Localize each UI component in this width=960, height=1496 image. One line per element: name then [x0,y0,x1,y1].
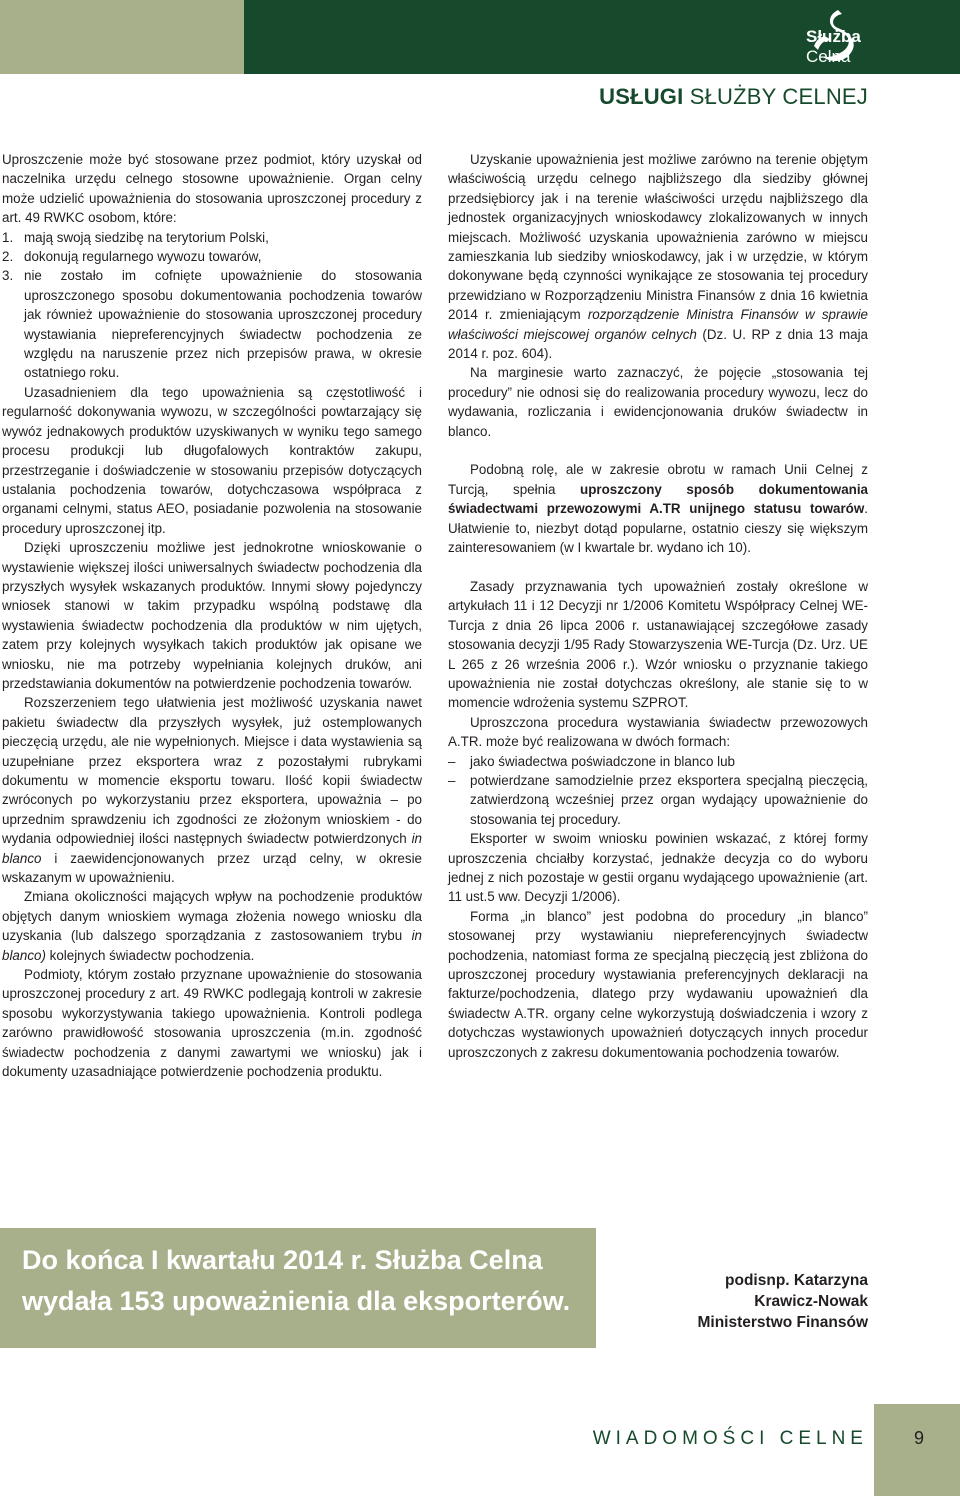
header-bar-light [0,0,244,74]
right-paragraph-6: Eksporter w swoim wniosku powinien wskazać, z której formy uproszczenia chciałby korzystać, jednakże decyzja co do wyboru jednej z nich pozostaje w gestii organu wydającego upoważnienie (art. 11 ust.5 ww. Decyzji 1/2006). [448,831,868,905]
paragraph-gap [448,441,868,460]
right-paragraph-3-text: . Ułatwienie to, niezbyt dotąd popularne, ostatnio cieszy się większym zainteresowaniem (w I kwartale br. wydano ich 10). [448,501,868,556]
right-column [448,150,868,1062]
left-paragraph-5 [2,887,422,965]
left-paragraph-5-text: kolejnych świadectw pochodzenia. [45,947,255,963]
page-number-box [874,1404,960,1496]
pull-quote-line2: wydała 153 upoważnienia dla eksporterów. [22,1286,571,1316]
list-item [2,266,422,382]
right-paragraph-1-text: Uzyskanie upoważnienia jest możliwe zarówno na terenie objętym właściwością urzędu celnego najbliższego dla siedziby głównej przedsiębiorcy jak i na terenie właściwości urzędu najbliższego dla jednostek organizacyjnych wnioskodawcy zlokalizowanych w innych miejscach. Możliwość uzyskania upoważnienia zarówno w miejscu zamieszkania lub siedziby wnioskodawcy, jak i w urzędzie, w którym dokonywane będą czynności wynikające ze stosowania tej procedury przewidziano w Rozporządzeniu Ministra Finansów z dnia 16 kwietnia 2014 r. zmieniającym [448,152,868,323]
pull-quote [22,1240,602,1322]
list-number: 1. [2,229,14,245]
left-paragraph-5-text: Zmiana okoliczności mających wpływ na pochodzenie produktów objętych danym wnioskiem wymaga złożenia nowego wniosku dla uzyskania (lub dalszego sporządzania z zastosowaniem trybu [2,889,422,944]
right-paragraph-1 [448,150,868,363]
left-paragraph-5-italic: in blanco) [2,928,422,963]
dash-list-item [448,752,868,771]
author-block [697,1270,868,1333]
list-text: mają swoją siedzibę na terytorium Polski, [24,229,269,245]
dash-list-item [448,771,868,829]
right-paragraph-7: Forma „in blanco” jest podobna do procedury „in blanco” stosowanej przy wystawianiu niepreferencyjnych świadectw pochodzenia, natomiast forma ze specjalną pieczęcią jest zbliżona do uproszczonej procedury wystawiania preferencyjnych deklaracji na fakturze/pochodzenia, dlatego przy wydawaniu upoważnień dla świadectw A.TR. organy celne wykorzystują doświadczenia i wzory z dotychczas wystawionych upoważnień dotyczących innych procedur uproszczonych z zakresu dokumentowania pochodzenia towarów. [448,908,868,1060]
right-paragraph-1-italic: rozporządzenie Ministra Finansów w sprawie właściwości miejscowej organów celnych [448,307,868,342]
left-paragraph-4 [2,693,422,887]
logo-line1: Służba [806,27,861,46]
page-number: 9 [913,1428,924,1448]
right-paragraph-5: Uproszczona procedura wystawiania świadectw przewozowych A.TR. może być realizowana w dwóch formach: [448,714,868,750]
list-item [2,228,422,247]
left-paragraph-4-italic: in blanco [2,831,422,866]
paragraph-gap [448,558,868,577]
right-paragraph-3 [448,460,868,557]
right-paragraph-4: Zasady przyznawania tych upoważnień zostały określone w artykułach 11 i 12 Decyzji nr 1/2006 Komitetu Współpracy Celnej WE-Turcja z dnia 26 lipca 2006 r. ustanawiającej szczegółowe zasady stosowania decyzji 1/95 Rady Stowarzyszenia WE-Turcja (Dz. Urz. UE L 265 z 26 września 2006 r.). Wzór wniosku o przyznanie takiego upoważnienia nie został dotychczas określony, ale stanie się to w momencie wdrożenia systemu SZPROT. [448,578,868,711]
section-title-rest: SŁUŻBY CELNEJ [683,84,868,109]
list-number: 3. [2,268,14,284]
left-column [2,150,422,1082]
logo-line2: Celna [806,47,851,66]
dash-marker: – [448,753,456,769]
dash-text: potwierdzane samodzielnie przez eksportera specjalną pieczęcią, zatwierdzoną wcześniej przez organ wydający upoważnienie do stosowania tej procedury. [470,772,868,827]
list-text: dokonują regularnego wywozu towarów, [24,249,262,265]
right-paragraph-3-bold: uproszczony sposób dokumentowania świadectwami przewozowymi A.TR unijnego statusu towarów [448,481,868,517]
magazine-name: WIADOMOŚCI CELNE [592,1428,868,1449]
right-paragraph-3-text: Podobną rolę, ale w zakresie obrotu w ramach Unii Celnej z Turcją, spełnia [448,462,868,497]
pull-quote-line1: Do końca I kwartału 2014 r. Służba Celna [22,1245,543,1275]
left-paragraph-4-text: i zaewidencjonowanych przez urząd celny, w okresie wskazanym w upoważnieniu. [2,850,422,886]
left-paragraph-1: Uproszczenie może być stosowane przez podmiot, który uzyskał od naczelnika urzędu celnego stosowne upoważnienie. Organ celny może udzielić upoważnienia do stosowania uproszczonej procedury z art. 49 RWKC osobom, które: [2,152,422,226]
right-paragraph-2: Na marginesie warto zaznaczyć, że pojęcie „stosowania tej procedury” nie odnosi się do realizowania procedury wywozu, lecz do wydawania, rozliczania i ewidencjonowania druków świadectw in blanco. [448,365,868,439]
left-paragraph-2: Uzasadnieniem dla tego upoważnienia są częstotliwość i regularność dokonywania wywozu, w szczególności powtarzający się wywóz jednakowych produktów uzyskiwanych w wyniku tego samego procesu produkcji lub długofalowych kontraktów zakupu, przestrzeganie i doświadczenie w stosowaniu przepisów dotyczących ustalania pochodzenia towarów, dotychczasowa współpraca z organami celnymi, status AEO, posiadanie pozwolenia na stosowanie procedury uproszczonej itp. [2,384,422,536]
dash-marker: – [448,772,456,788]
section-title [599,84,868,110]
author-name-line1: podisnp. Katarzyna [725,1272,868,1289]
list-number: 2. [2,249,14,265]
logo-text [806,27,861,67]
list-text: nie zostało im cofnięte upoważnienie do stosowania uproszczonego sposobu dokumentowania pochodzenia towarów jak również upoważnienie do stosowania uproszczonej procedury wystawiania niepreferencyjnych świadectw pochodzenia ze względu na naruszenie przez nich przepisów prawa, w okresie ostatniego roku. [24,268,422,381]
list-item [2,247,422,266]
author-name-line2: Krawicz-Nowak [754,1293,868,1310]
section-title-bold: USŁUGI [599,84,684,109]
left-paragraph-3: Dzięki uproszczeniu możliwe jest jednokrotne wnioskowanie o wystawienie większej ilości uniwersalnych świadectw pochodzenia dla przyszłych wysyłek wskazanych produktów. Innymi słowy pojedynczy wniosek stanowi w takim przypadku wspólną podstawę dla wystawienia świadectw pochodzenia dla produktów w nim ujętych, zatem przy kolejnych wysyłkach takich produktów jak opisane we wniosku, nie ma potrzeby wypełniania kolejnych druków, ani przedstawiania dokumentów na potwierdzenie pochodzenia towarów. [2,540,422,691]
author-affiliation: Ministerstwo Finansów [697,1314,868,1331]
left-paragraph-6: Podmioty, którym zostało przyznane upoważnienie do stosowania uproszczonej procedury z art. 49 RWKC podlegają kontroli w zakresie sposobu wykorzystywania takiego upoważnienia. Kontroli podlega zarówno prawidłowość stosowania uproszczenia (m.in. zgodność świadectw pochodzenia z danymi zawartymi we wniosku) jak i dokumenty uzasadniające potwierdzenie pochodzenia produktu. [2,967,422,1080]
right-paragraph-1-text: (Dz. U. RP z dnia 13 maja 2014 r. poz. 604). [448,326,868,362]
left-paragraph-4-text: Rozszerzeniem tego ułatwienia jest możliwość uzyskania nawet pakietu świadectw dla przyszłych wysyłek, już ostemplowanych pieczęcią urzędu, ale nie wypełnionych. Miejsce i data wystawienia są uzupełniane przez eksportera wraz z pozostałymi rubrykami dokumentu w momencie eksportu towaru. Ilość kopii świadectw zwróconych po wykorzystaniu przez eksportera, upoważnia – po uprzednim sprawdzeniu ich zgodności ze złożonym wnioskiem - do wydania odpowiedniej ilości następnych świadectw potwierdzonych [2,695,422,847]
dash-text: jako świadectwa poświadczone in blanco lub [470,753,735,769]
